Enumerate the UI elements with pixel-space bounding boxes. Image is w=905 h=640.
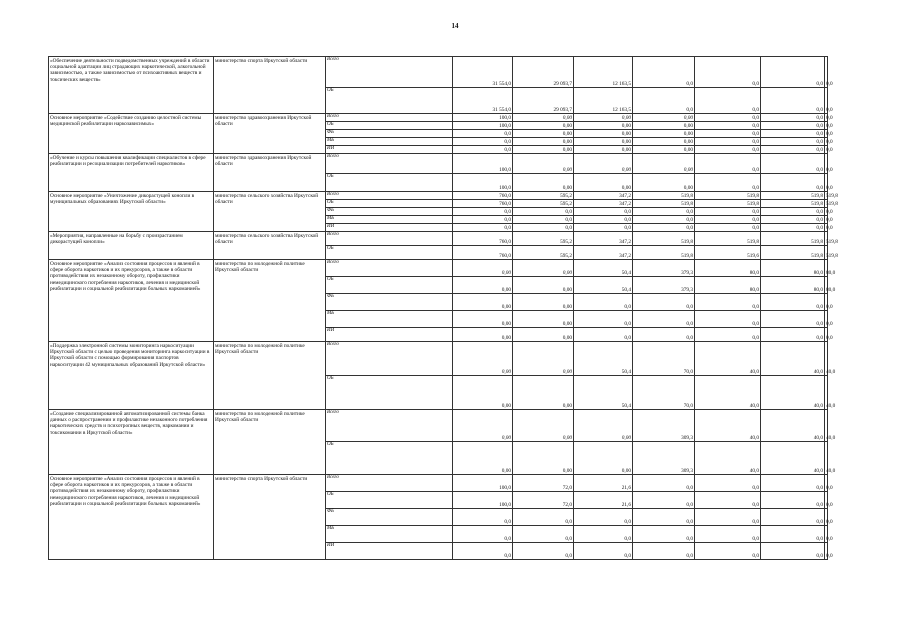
executor: министерство спорта Иркутской области [214,475,326,560]
value-cell: 0,0 [633,328,695,342]
value-cell: 0,0 [761,130,825,138]
funding-source: ФБ [326,208,453,216]
value-cell: 519,8 [825,246,828,260]
value-cell: 519,8 [825,232,828,246]
value-cell: 40,0 [761,410,825,442]
value-cell: 40,0 [825,376,828,410]
value-cell: 70,0 [633,376,695,410]
value-cell: 0,00 [574,442,633,475]
value-cell: 519,8 [826,201,838,207]
value-cell: 0,0 [695,492,761,509]
funding-source: Всего [326,114,453,122]
funding-source: ФБ [326,509,453,526]
value-cell: 0,00 [633,154,695,174]
table-row [49,342,828,376]
value-cell: 0,0 [574,509,633,526]
value-cell: 40,0 [695,342,761,376]
value-cell: 0,00 [633,114,695,122]
value-cell: 40,0 [695,410,761,442]
value-cell: 0,0 [761,174,825,192]
value-cell: 0,0 [695,174,761,192]
value-cell: 80,0 [825,277,828,294]
value-cell: 0,0 [633,492,695,509]
value-cell: 309,3 [633,410,695,442]
value-cell: 0,0 [761,122,825,130]
value-cell: 0,00 [453,410,513,442]
value-cell: 0,00 [453,328,513,342]
executor: министерство по молодежной политике Иркутской области [214,410,326,475]
value-cell: 80,0 [761,277,825,294]
value-cell: 347,2 [574,232,633,246]
funding-source: ОБ [326,376,453,410]
executor: министерство здравоохранения Иркутской области [214,114,326,154]
value-cell: 0,0 [574,311,633,328]
value-cell: 0,00 [633,122,695,130]
table-row [49,410,828,442]
value-cell: 0,00 [513,294,574,311]
table-row [49,232,828,246]
value-cell: 0,0 [574,328,633,342]
funding-source: Всего [326,342,453,376]
funding-source: ОБ [326,174,453,192]
value-cell: 0,0 [825,509,828,526]
value-cell: 760,0 [453,200,513,208]
event-name: Основное мероприятие «Уничтожение дикорастущей конопли в муниципальных образованиях Иркутской области» [49,192,214,232]
value-cell: 0,0 [761,57,825,88]
value-cell: 12 163,5 [574,57,633,88]
funding-source: ОБ [326,200,453,208]
value-cell: 379,3 [633,260,695,277]
value-cell: 0,00 [453,260,513,277]
value-cell: 0,0 [633,526,695,543]
funding-table [48,56,838,560]
value-cell: 347,2 [574,246,633,260]
value-cell: 100,0 [453,475,513,492]
funding-source: ОБ [326,442,453,475]
value-cell: 21,6 [574,492,633,509]
value-cell: 0,0 [695,208,761,216]
executor: министерство сельского хозяйства Иркутской области [214,232,326,260]
funding-source: ИИ [326,146,453,154]
value-cell: 0,0 [453,146,513,154]
value-cell: 519,8 [761,246,825,260]
value-cell: 595,2 [513,200,574,208]
funding-source: Всего [326,192,453,200]
value-cell: 0,0 [453,208,513,216]
value-cell: 595,2 [513,246,574,260]
value-cell: 0,00 [453,294,513,311]
table-row [49,57,828,88]
value-cell: 50,4 [574,376,633,410]
funding-source: ИИ [326,543,453,560]
value-cell: 0,00 [574,114,633,122]
value-cell: 0,0 [633,294,695,311]
funding-source: Всего [326,475,453,492]
value-cell: 0,0 [761,492,825,509]
funding-source: МБ [326,311,453,328]
value-cell: 519,8 [695,200,761,208]
value-cell: 347,2 [574,200,633,208]
value-cell: 40,0 [761,376,825,410]
funding-source: ОБ [326,492,453,509]
value-cell: 0,0 [695,328,761,342]
value-cell: 519,6 [695,246,761,260]
value-cell: 0,00 [513,174,574,192]
value-cell: 0,0 [695,114,761,122]
event-name: Основное мероприятие «Анализ состояния процессов и явлений в сфере оборота наркотиков и их прекурсоров, а также в области противодействия их незаконному обороту, профилактики немедицинского потребления наркотиков, лечения и медицинской реабилитации и социальной реабилитации больных наркоманией» [49,475,214,560]
value-cell: 519,8 [633,246,695,260]
table-row [49,114,828,122]
value-cell: 0,0 [513,216,574,224]
value-cell: 309,3 [633,442,695,475]
value-cell: 0,0 [513,208,574,216]
value-cell: 0,0 [513,543,574,560]
value-cell: 0,0 [695,138,761,146]
value-cell: 0,0 [825,154,828,174]
value-cell: 379,3 [633,277,695,294]
value-cell: 0,0 [633,311,695,328]
funding-source: ОБ [326,88,453,114]
table-row [49,475,828,492]
value-cell: 519,8 [761,192,825,200]
value-cell: 31 554,0 [453,57,513,88]
value-cell: 0,00 [453,311,513,328]
value-cell: 519,8 [633,232,695,246]
value-cell: 0,0 [453,130,513,138]
value-cell: 0,0 [574,294,633,311]
table-row [49,260,828,277]
funding-source: Всего [326,57,453,88]
value-cell: 347,2 [574,192,633,200]
value-cell: 0,0 [695,543,761,560]
value-cell: 80,0 [695,277,761,294]
value-cell: 0,0 [761,475,825,492]
value-cell: 80,0 [695,260,761,277]
value-cell: 100,0 [453,122,513,130]
value-cell: 0,0 [695,216,761,224]
value-cell: 519,8 [695,232,761,246]
value-cell: 0,00 [574,146,633,154]
value-cell: 519,8 [761,200,825,208]
value-cell: 21,6 [574,475,633,492]
value-cell: 0,00 [513,138,574,146]
funding-source: ИИ [326,224,453,232]
value-cell: 0,00 [453,342,513,376]
executor: министерство по молодежной политике Иркутской области [214,260,326,342]
value-cell: 0,0 [695,475,761,492]
value-cell: 0,0 [695,526,761,543]
value-cell: 760,0 [453,192,513,200]
value-cell: 0,00 [513,146,574,154]
value-cell: 0,0 [825,526,828,543]
value-cell: 40,0 [825,342,828,376]
value-cell: 0,0 [695,311,761,328]
value-cell: 100,0 [453,154,513,174]
value-cell: 40,0 [695,442,761,475]
value-cell: 40,0 [761,442,825,475]
value-cell: 0,0 [695,57,761,88]
value-cell: 0,00 [633,138,695,146]
value-cell: 0,00 [453,376,513,410]
value-cell: 0,00 [453,277,513,294]
value-cell: 0,00 [513,342,574,376]
value-cell: 0,0 [825,492,828,509]
table-row [49,154,828,174]
value-cell: 100,0 [453,114,513,122]
value-cell: 12 163,5 [574,88,633,114]
value-cell: 519,8 [633,200,695,208]
funding-source: ИИ [326,328,453,342]
value-cell: 0,0 [761,138,825,146]
value-cell: 0,0 [695,146,761,154]
funding-source: МБ [326,526,453,543]
value-cell: 0,0 [633,57,695,88]
event-name: «Создание специализированной автоматизированной системы банка данных о распространении и профилактике незаконного потребления наркотических средств и психотропных веществ, наркомании и токсикомании в Иркутской области» [49,410,214,475]
funding-source: ФБ [326,130,453,138]
value-cell: 50,4 [574,342,633,376]
value-cell: 0,0 [761,311,825,328]
value-cell: 0,0 [825,88,828,114]
value-cell: 0,0 [825,57,828,88]
value-cell: 0,00 [513,311,574,328]
value-cell: 0,00 [513,410,574,442]
value-cell: 0,0 [761,526,825,543]
event-name: «Обучение и курсы повышения квалификации специалистов в сфере реабилитации и ресоциализации потребителей наркотиков» [49,154,214,192]
executor: министерство спорта Иркутской области [214,57,326,114]
value-cell: 0,0 [761,114,825,122]
executor: министерство сельского хозяйства Иркутской области [214,192,326,232]
value-cell: 0,0 [695,122,761,130]
value-cell: 595,2 [513,232,574,246]
value-cell: 519,8 [633,192,695,200]
value-cell: 0,0 [695,294,761,311]
funding-source: МБ [326,216,453,224]
value-cell: 0,0 [826,115,833,121]
value-cell: 0,00 [513,260,574,277]
value-cell: 0,0 [695,88,761,114]
funding-source: Всего [326,260,453,277]
value-cell: 0,00 [453,442,513,475]
value-cell: 0,0 [513,224,574,232]
value-cell: 0,0 [695,130,761,138]
executor: министерство по молодежной политике Иркутской области [214,342,326,410]
value-cell: 0,0 [633,509,695,526]
event-name: «Обеспечение деятельности подведомственных учреждений в области социальной адаптации лиц страдающих наркотической, алкогольной зависимостью, а также зависимостью от психоактивных веществ и токсических веществ» [49,57,214,114]
value-cell: 519,8 [695,192,761,200]
value-cell: 0,0 [761,146,825,154]
value-cell: 0,0 [825,543,828,560]
value-cell: 0,0 [826,139,833,145]
funding-source: ФБ [326,294,453,311]
value-cell: 0,0 [453,224,513,232]
event-name: «Мероприятия, направленные на борьбу с произрастанием дикорастущей конопли» [49,232,214,260]
event-name: Основное мероприятие «Содействие созданию целостной системы медицинской реабилитации наркозависимых» [49,114,214,154]
value-cell: 80,0 [761,260,825,277]
value-cell: 519,8 [826,193,838,199]
value-cell: 0,0 [633,208,695,216]
value-cell: 0,0 [695,154,761,174]
value-cell: 50,4 [574,277,633,294]
event-name: Основное мероприятие «Анализ состояния процессов и явлений в сфере оборота наркотиков и их прекурсоров, а также в области противодействия их незаконному обороту, профилактики немедицинского потребления наркотиков, лечения и медицинской реабилитации и социальной реабилитации больных наркоманией» [49,260,214,342]
value-cell: 0,0 [574,216,633,224]
value-cell: 0,0 [761,543,825,560]
table-body [49,57,838,560]
funding-source: Всего [326,410,453,442]
value-cell: 519,8 [761,232,825,246]
value-cell: 50,4 [574,260,633,277]
value-cell: 0,00 [513,130,574,138]
funding-source: Всего [326,154,453,174]
value-cell: 0,0 [453,526,513,543]
value-cell: 0,0 [761,294,825,311]
value-cell: 0,0 [513,509,574,526]
funding-source: ОБ [326,246,453,260]
funding-source: ОБ [326,277,453,294]
value-cell: 0,0 [453,509,513,526]
value-cell: 0,0 [825,311,828,328]
value-cell: 0,0 [826,123,833,129]
value-cell: 0,00 [574,130,633,138]
value-cell: 760,0 [453,232,513,246]
value-cell: 0,00 [633,146,695,154]
value-cell: 760,0 [453,246,513,260]
value-cell: 0,0 [761,224,825,232]
value-cell: 0,0 [761,208,825,216]
value-cell: 0,0 [633,88,695,114]
value-cell: 0,00 [513,122,574,130]
value-cell: 0,0 [513,526,574,543]
value-cell: 0,0 [761,328,825,342]
value-cell: 0,00 [633,174,695,192]
value-cell: 29 093,7 [513,57,574,88]
funding-source: Всего [326,232,453,246]
value-cell: 0,00 [574,138,633,146]
value-cell: 0,00 [633,130,695,138]
value-cell: 595,2 [513,192,574,200]
page-number: 14 [451,22,459,30]
value-cell: 29 093,7 [513,88,574,114]
funding-source: МБ [326,138,453,146]
value-cell: 0,0 [825,475,828,492]
value-cell: 70,0 [633,342,695,376]
value-cell: 72,0 [513,475,574,492]
value-cell: 0,0 [574,543,633,560]
value-cell: 0,00 [574,122,633,130]
value-cell: 0,00 [513,328,574,342]
value-cell: 0,0 [633,216,695,224]
value-cell: 0,0 [453,138,513,146]
value-cell: 0,0 [761,154,825,174]
value-cell: 0,0 [826,209,833,215]
value-cell: 0,00 [574,154,633,174]
event-name: «Поддержка электронной системы мониторинга наркоситуации Иркутской области с целью проведения мониторинга наркоситуации в Иркутской области с помощью формирования паспортов наркоситуации 42 муниципальных образований Иркутской области» [49,342,214,410]
value-cell: 0,0 [633,475,695,492]
value-cell: 0,0 [633,224,695,232]
table-row [49,192,828,200]
funding-source: ОБ [326,122,453,130]
value-cell: 40,0 [825,442,828,475]
value-cell: 40,0 [825,410,828,442]
value-cell: 0,0 [825,174,828,192]
value-cell: 0,0 [826,217,833,223]
value-cell: 0,00 [513,114,574,122]
value-cell: 0,0 [761,88,825,114]
value-cell: 72,0 [513,492,574,509]
value-cell: 0,0 [453,216,513,224]
value-cell: 40,0 [761,342,825,376]
value-cell: 0,00 [513,376,574,410]
value-cell: 0,00 [513,277,574,294]
value-cell: 0,0 [574,208,633,216]
value-cell: 0,0 [574,526,633,543]
value-cell: 0,0 [825,294,828,311]
value-cell: 0,0 [826,131,833,137]
value-cell: 100,0 [453,492,513,509]
value-cell: 0,00 [513,154,574,174]
value-cell: 0,0 [633,543,695,560]
value-cell: 0,00 [574,410,633,442]
value-cell: 0,0 [761,216,825,224]
value-cell: 0,0 [825,328,828,342]
executor: министерство здравоохранения Иркутской области [214,154,326,192]
value-cell: 0,0 [826,225,833,231]
value-cell: 31 554,0 [453,88,513,114]
value-cell: 0,00 [513,442,574,475]
value-cell: 0,0 [695,224,761,232]
value-cell: 80,0 [825,260,828,277]
value-cell: 0,0 [574,224,633,232]
value-cell: 0,0 [761,509,825,526]
value-cell: 0,0 [826,147,833,153]
value-cell: 0,0 [453,543,513,560]
value-cell: 0,0 [695,509,761,526]
value-cell: 40,0 [695,376,761,410]
value-cell: 100,0 [453,174,513,192]
value-cell: 0,00 [574,174,633,192]
